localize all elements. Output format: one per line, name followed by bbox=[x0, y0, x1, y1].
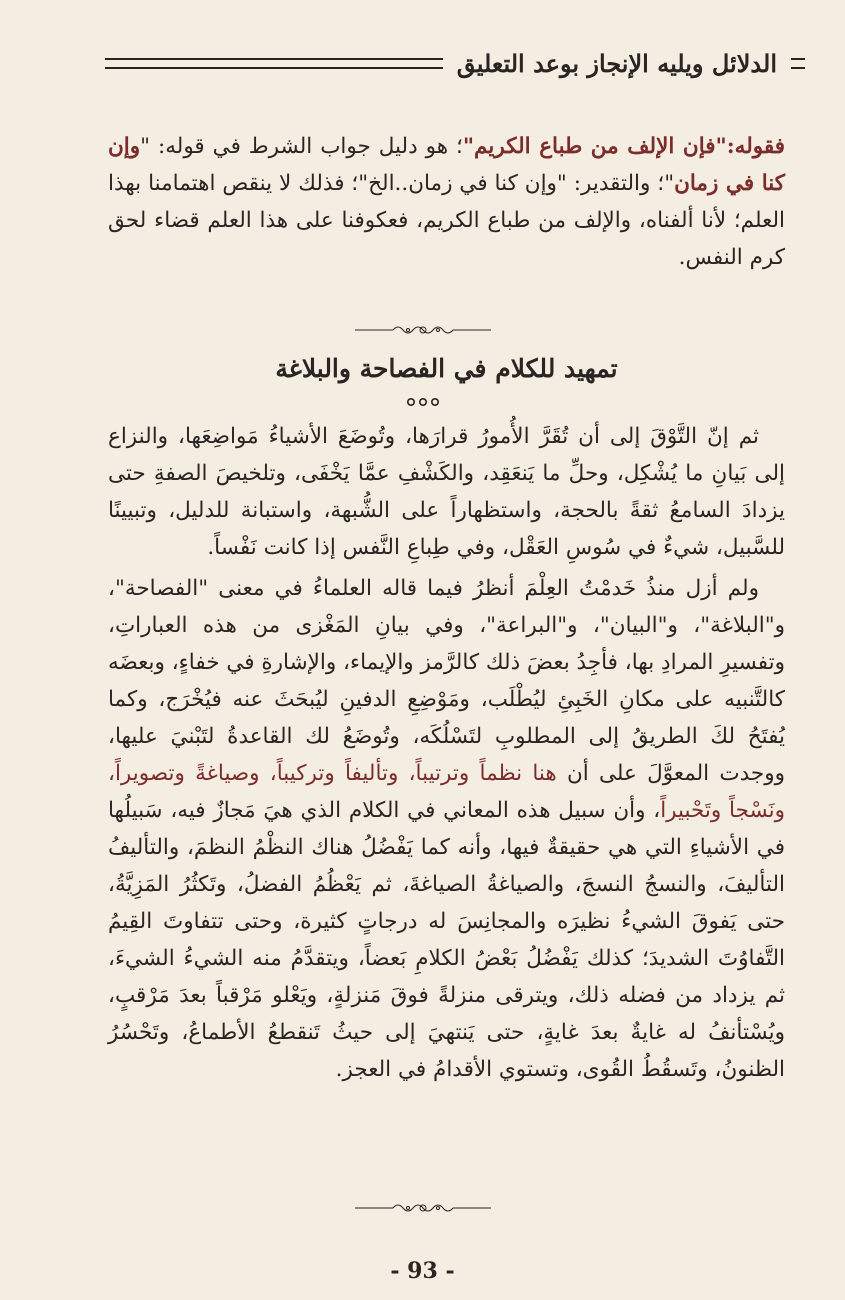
intro-quote-2: وإن كنا في زمان bbox=[108, 134, 786, 196]
paragraph-2-part-a: ولم أزل منذُ خَدمْتُ العِلْمَ أنظرُ فيما قاله العلماءُ في معنى "الفصاحة"، و"البلاغة"، و"البيان"، و"البراعة"، وفي بيانِ المَغْزى من هذه العباراتِ، وتفسيرِ المرادِ بها، فأجِدُ بعضَ ذلك كالرَّمز والإيماء، والإشارةِ في خفاءٍ، وبعضَه كالتَّنبيه على مكانِ الخَبِئِ ليُطْلَب، ومَوْضِعِ الدفينِ ليُبحَثَ عنه فيُخْرَج، وكما يُفتَحُ لكَ الطريقُ إلى المطلوبِ لتَسْلُكَه، وتُوضَعُ لك القاعدةُ لتَبْنيَ عليها، ووجدت المعوَّلَ على أن bbox=[108, 576, 785, 786]
paragraph-2 bbox=[108, 570, 785, 1088]
intro-lead: فقوله: bbox=[726, 134, 786, 159]
paragraph-1: ثم إنّ التَّوْقَ إلى أن تُقَرَّ الأُمورُ قرارَها، وتُوضَعَ الأشياءُ مَواضِعَها، والنزاع إلى بَيانِ ما يُشْكِل، وحلِّ ما يَنعَقِد، والكَشْفِ عمَّا يَخْفَى، وتلخيصَ الصفةِ حتى يزدادَ السامعُ ثقةً بالحجة، واستظهاراً على الشُّبهة، واستبانة للدليل، وتبيينًا للسَّبيل، شيءٌ في سُوسِ العَقْل، وفي طِباعِ النَّفس إذا كانت نَفْساً. bbox=[108, 424, 785, 560]
section-title: تمهيد للكلام في الفصاحة والبلاغة bbox=[275, 354, 618, 383]
header-rule-right bbox=[791, 58, 805, 69]
ornament-divider-bottom-icon bbox=[0, 1200, 845, 1216]
paragraph-2-part-c: ، وأن سبيل هذه المعاني في الكلام الذي هيَ مَجازٌ فيه، سَبيلُها في الأشياءِ التي هي حقيقةٌ فيها، وأنه كما يَفْضُلُ هناك النظْمُ النظمَ، والتأليفُ التأليفَ، والنسجُ النسجَ، والصياغةُ الصياغةَ، ثم يَعْظُمُ الفضلُ، وتَكثُرُ المَزِيَّةُ، حتى يَفوقَ الشيءُ نظيرَه والمجانِسَ له درجاتٍ كثيرة، وحتى تتفاوتَ القِيمُ التَّفاوُتَ الشديدَ؛ كذلك يَفْضُلُ بَعْضُ الكلامِ بَعضاً، ويتقدَّمُ منه الشيءُ الشيءَ، ثم يزداد من فضله ذلك، ويترقى منزلةً فوقَ مَنزلةٍ، ويَعْلو مَرْقباً بعدَ مَرْقبٍ، ويُسْتأنفُ له غايةٌ بعدَ غايةٍ، حتى يَنتهيَ إلى حيثُ تَنقطعُ الأطماعُ، وتَحْسُرُ الظنونُ، وتَسقُطُ القُوى، وتستوي الأقدامُ في العجز. bbox=[108, 798, 785, 1082]
intro-quote-1: "فإن الإلف من طباع الكريم" bbox=[462, 134, 727, 159]
intro-mid: ؛ هو دليل جواب الشرط في قوله: " bbox=[140, 134, 463, 159]
three-circles-icon bbox=[0, 397, 845, 407]
intro-paragraph bbox=[108, 128, 785, 276]
section-body bbox=[108, 418, 785, 1088]
ornament-divider-icon bbox=[0, 322, 845, 338]
intro-rest: "؛ والتقدير: "وإن كنا في زمان..الخ"؛ فذلك لا ينقص اهتمامنا بهذا العلم؛ لأنا ألفناه، والإلف من طباع الكريم، فعكوفنا على هذا العلم قضاء لحق كرم النفس. bbox=[108, 171, 785, 270]
page-number: - 93 - bbox=[390, 1258, 455, 1284]
header-rule-left bbox=[105, 58, 443, 69]
running-header bbox=[105, 38, 805, 88]
paragraph-2-highlight: هنا نظماً وترتيباً، وتأليفاً وتركيباً، وصياغةً وتصويراً، ونَسْجاً وتَحْبيراً bbox=[108, 761, 785, 823]
header-title: الدلائل ويليه الإنجاز بوعد التعليق bbox=[456, 48, 777, 78]
